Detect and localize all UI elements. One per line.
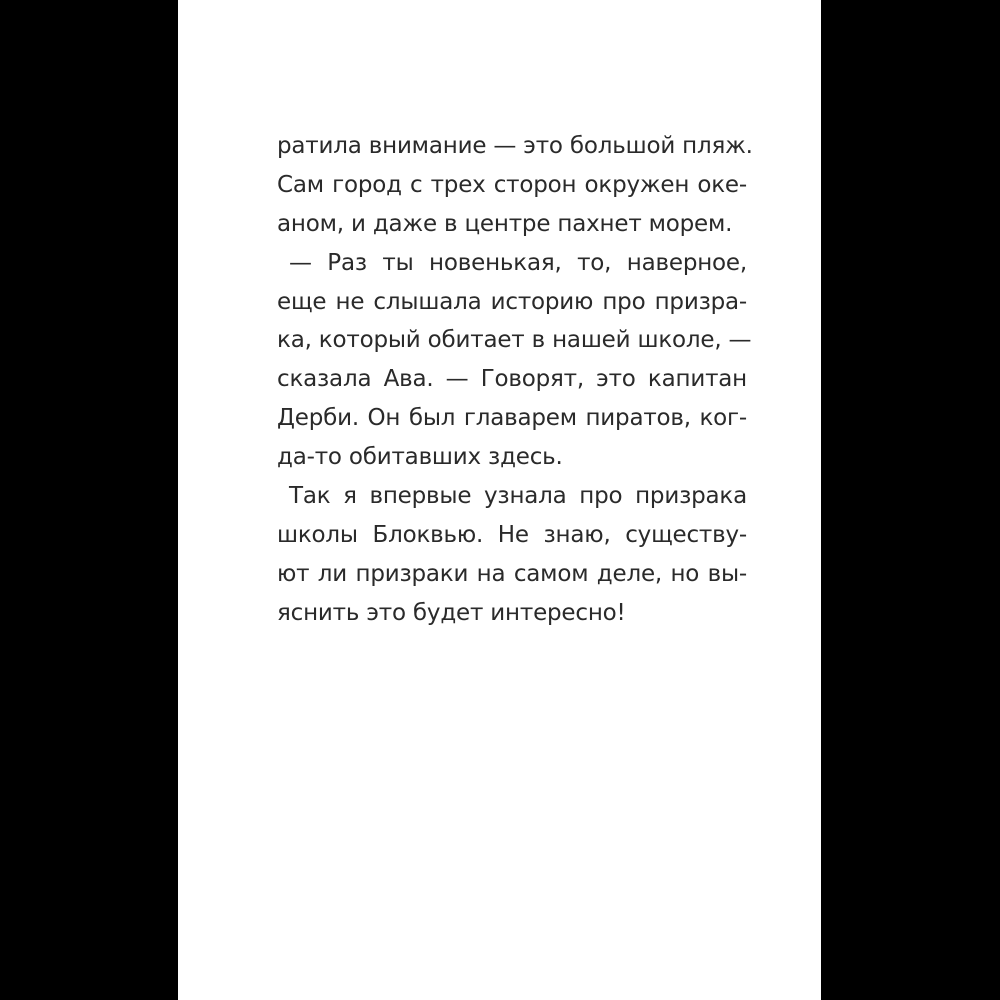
text-line: — Раз ты новенькая, то, наверное,: [289, 249, 747, 276]
text-line: Так я впервые узнала про призрака: [289, 483, 747, 510]
text-line: ратила внимание — это большой пляж.: [277, 133, 753, 159]
text-line: Сам город с трех сторон окружен оке-: [277, 171, 747, 198]
text-line: яснить это будет интересно!: [277, 599, 626, 626]
text-line: да-то обитавших здесь.: [277, 444, 563, 471]
text-line: Дерби. Он был главарем пиратов, ког-: [277, 405, 747, 432]
text-line: еще не слышала историю про призра-: [277, 288, 747, 315]
body-text: [277, 127, 753, 633]
text-line: ют ли призраки на самом деле, но вы-: [277, 560, 747, 587]
text-line: аном, и даже в центре пахнет морем.: [277, 210, 733, 237]
book-page: [178, 0, 821, 1000]
text-line: сказала Ава. — Говорят, это капитан: [277, 366, 747, 393]
text-line: ка, который обитает в нашей школе, —: [277, 327, 752, 354]
text-line: школы Блоквью. Не знаю, существу-: [277, 521, 747, 548]
